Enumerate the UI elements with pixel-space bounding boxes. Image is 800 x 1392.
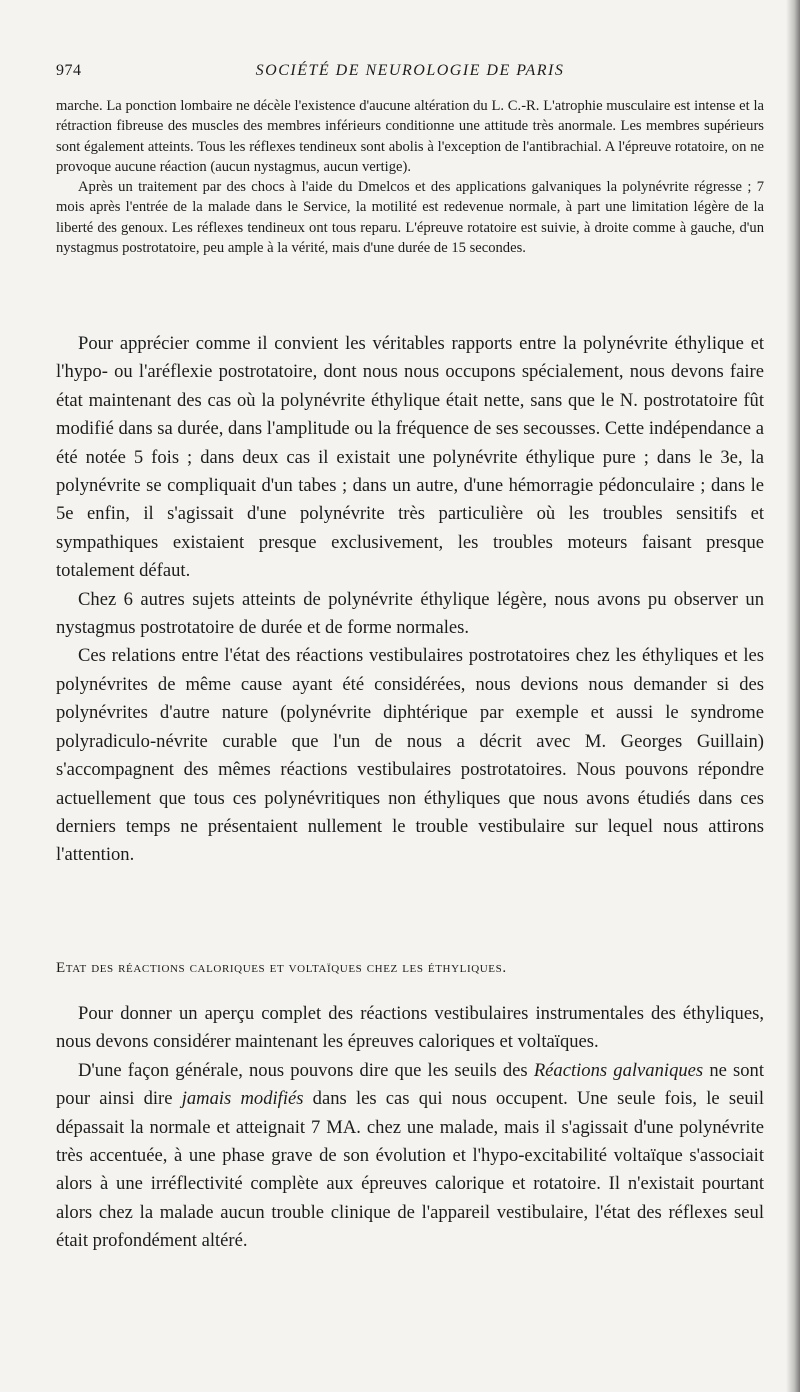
case-paragraph-1: marche. La ponction lombaire ne décèle l'existence d'aucune altération du L. C.-R. L'atrophie musculaire est intense et la rétraction fibreuse des muscles des membres inférieurs conditionne une attitude très anormale. Les membres supérieurs sont également atteints. Tous les réflexes tendineux sont abolis à l'exception de l'antibrachial. A l'épreuve rotatoire, on ne provoque aucune réaction (aucun nystagmus, aucun vertige). — [56, 98, 764, 175]
section-text-block — [56, 1000, 764, 1256]
section-paragraph-2-part-a: D'une façon générale, nous pouvons dire que les seuils des — [78, 1059, 534, 1081]
page-header — [56, 62, 764, 84]
case-paragraph-2: Après un traitement par des chocs à l'aide du Dmelcos et des applications galvaniques la polynévrite régresse ; 7 mois après l'entrée de la malade dans le Service, la motilité est redevenue normale, à part une limitation légère de la liberté des genoux. Les réflexes tendineux ont tous reparu. L'épreuve rotatoire est suivie, à droite comme à gauche, d'un nystagmus postrotatoire, peu ample à la vérité, mais d'une durée de 15 secondes. — [56, 179, 764, 257]
section-paragraph-2-part-c: dans les cas qui nous occupent. Une seule fois, le seuil dépassait la normale et atteignait 7 MA. chez une malade, mais il s'agissait d'une polynévrite très accentuée, à une phase grave de son évolution et l'hypo-excitabilité voltaïque s'associait alors à une irréflectivité complète aux épreuves calorique et rotatoire. Il n'existait pourtant alors chez la malade aucun trouble clinique de l'appareil vestibulaire, l'état des réflexes seul était profondément altéré. — [56, 1088, 764, 1252]
body-paragraph-1: Pour apprécier comme il convient les véritables rapports entre la polynévrite éthylique et l'hypo- ou l'aréflexie postrotatoire, dont nous nous occupons spécialement, nous devons faire état maintenant des cas où la polynévrite éthylique était nette, sans que le N. postrotatoire fût modifié dans sa durée, dans l'amplitude ou la fréquence de ses secousses. Cette indépendance a été notée 5 fois ; dans deux cas il existait une polynévrite éthylique pure ; dans le 3e, la polynévrite se compliquait d'un tabes ; dans un autre, d'une hémorragie pédonculaire ; dans le 5e enfin, il s'agissait d'une polynévrite très particulière où les troubles sensitifs et sympathiques existaient presque exclusivement, les troubles moteurs faisant presque totalement défaut. — [56, 333, 764, 582]
page-number: 974 — [56, 62, 82, 79]
main-text-block — [56, 330, 764, 870]
section-paragraph-2-part-b: ne sont pour ainsi dire — [56, 1059, 765, 1110]
section-paragraph-1: Pour donner un aperçu complet des réactions vestibulaires instrumentales des éthyliques, nous devons considérer maintenant les épreuves caloriques et voltaïques. — [56, 1003, 764, 1053]
page-edge-shadow — [786, 0, 800, 1392]
body-paragraph-2: Chez 6 autres sujets atteints de polynévrite éthylique légère, nous avons pu observer un nystagmus postrotatoire de durée et de forme normales. — [56, 588, 764, 639]
body-paragraph-3: Ces relations entre l'état des réactions vestibulaires postrotatoires chez les éthyliques et les polynévrites de même cause ayant été considérées, nous devions nous demander si des polynévrites d'autre nature (polynévrite diphtérique par exemple et aussi le syndrome polyradiculo-névrite curable que l'un de nous a décrit avec M. Georges Guillain) s'accompagnent des mêmes réactions vestibulaires postrotatoires. Nous pouvons répondre actuellement que tous ces polynévritiques non éthyliques que nous avons étudiés dans ces derniers temps ne présentaient nullement le trouble vestibulaire sur lequel nous attirons l'attention. — [56, 645, 764, 866]
running-title: SOCIÉTÉ DE NEUROLOGIE DE PARIS — [255, 62, 565, 79]
section-heading: Etat des réactions caloriques et voltaïques chez les éthyliques. — [56, 960, 507, 976]
case-report-block — [56, 96, 764, 258]
italic-term-jamais-modifies: jamais modifiés — [181, 1088, 304, 1110]
italic-term-reactions-galvaniques: Réactions galvaniques — [533, 1059, 704, 1081]
section-paragraph-2 — [56, 1057, 764, 1256]
